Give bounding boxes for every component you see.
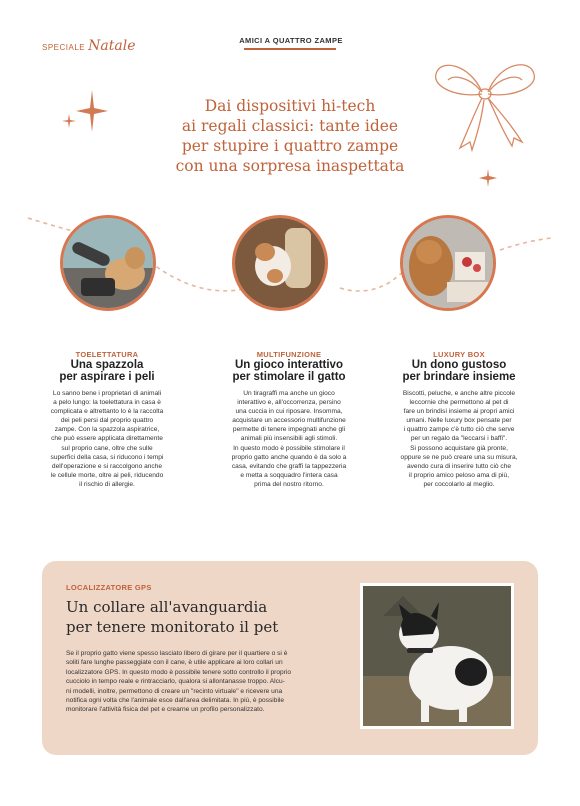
category-label: MULTIFUNZIONE: [256, 350, 322, 359]
article-multifunction: [214, 350, 364, 489]
body-line: fare un brindisi insieme ai propri amici: [403, 408, 515, 416]
body-line: una cuccia in cui riposare. Insomma,: [235, 408, 343, 416]
body-line: acquistare un accessorio multifunzione: [232, 417, 346, 425]
body-line: per coccolarlo al meglio.: [423, 480, 495, 488]
article-title: [214, 359, 364, 383]
body-line: oppure se ne può creare una su misura,: [400, 453, 518, 461]
body-line: Lo sanno bene i proprietari di animali: [52, 390, 162, 397]
body-line: zampe. Con la spazzola aspiratrice,: [54, 426, 160, 434]
cat-toy-photo: [232, 215, 328, 311]
body-line: e metta a soqquadro l'intera casa: [240, 471, 338, 479]
body-line: che può essere applicata direttamente: [51, 435, 163, 443]
luxury-box-photo: [400, 215, 496, 311]
article-body: [32, 389, 182, 489]
body-line: monitorare l'attività fisica del pet e crearne un profilo personalizzato.: [66, 706, 265, 714]
body-line: prima del nostro ritorno.: [254, 480, 324, 488]
headline-line: ai regali classici: tante idee: [181, 117, 399, 135]
body-line: i quattro zampe c'è tutto ciò che serve: [403, 426, 515, 434]
body-line: permette di tenere impegnati anche gli: [232, 426, 346, 434]
category-label: LUXURY BOX: [433, 350, 485, 359]
body-line: Si possono acquistare già pronte,: [410, 444, 508, 452]
gps-feature-box: [42, 561, 538, 755]
feature-title: [66, 597, 346, 637]
body-line: Biscotti, peluche, e anche altre piccole: [402, 390, 516, 397]
body-line: il rischio di allergie.: [79, 480, 135, 488]
title-line: per aspirare i peli: [59, 371, 155, 383]
body-line: complicata e altrettanto lo è la raccolta: [50, 408, 164, 416]
body-line: In questo modo è possibile stimolare il: [233, 444, 345, 452]
article-body: [214, 389, 364, 489]
body-line: a pelo lungo: la toelettatura in casa è: [53, 399, 161, 407]
body-line: proprio gatto anche quando è da solo a: [231, 453, 347, 461]
body-line: notifica ogni volta che l'animale esce dall'area delimitata. In più, è possibile: [66, 697, 285, 705]
body-line: Se il proprio gatto viene spesso lasciato libero di girare per il quartiere o si è: [66, 650, 288, 657]
grooming-photo: [60, 215, 156, 311]
body-line: dei peli persi dal proprio quattro: [60, 417, 154, 425]
body-line: casa, evitando che graffi la tappezzeria: [231, 462, 347, 470]
title-line: per stimolare il gatto: [232, 371, 346, 383]
cat-collar-photo: [360, 583, 514, 729]
body-line: dell'operazione e si raccolgono anche: [51, 462, 163, 470]
body-line: localizzatore GPS. In questo modo è possibile tenere sotto controllo il proprio: [66, 668, 292, 676]
article-body: [384, 389, 534, 489]
feature-body: [66, 649, 348, 715]
brand-natale: Natale: [88, 38, 136, 54]
category-label: TOELETTATURA: [75, 350, 139, 359]
section-label: AMICI A QUATTRO ZAMPE: [239, 36, 343, 45]
article-title: [32, 359, 182, 383]
body-line: sul proprio cane, oltre che sulle: [61, 444, 153, 452]
body-line: per un regalo da "leccarsi i baffi".: [410, 435, 508, 443]
title-line: Un collare all'avanguardia: [66, 598, 268, 616]
title-line: per tenere monitorato il pet: [66, 618, 279, 636]
title-line: per brindare insieme: [402, 371, 516, 383]
article-grooming: [32, 350, 182, 489]
body-line: interattivo e, all'occorrenza, persino: [237, 399, 341, 407]
headline-line: Dai dispositivi hi-tech: [204, 97, 376, 115]
body-line: il proprio amico peloso ama di più,: [408, 471, 510, 479]
body-line: le cellule morte, oltre ai peli, riducendo: [50, 471, 164, 479]
brand-speciale: SPECIALE: [42, 43, 86, 52]
article-title: [384, 359, 534, 383]
body-line: avendo cura di inserire tutto ciò che: [406, 462, 512, 470]
article-luxury-box: [384, 350, 534, 489]
title-line: Un gioco interattivo: [235, 359, 343, 371]
headline-line: per stupire i quattro zampe: [181, 137, 399, 155]
body-line: animali più insensibili agli stimoli.: [240, 435, 338, 443]
body-line: umani. Nelle luxury box pensate per: [406, 417, 512, 425]
body-line: Un tiragraffi ma anche un gioco: [243, 390, 335, 397]
title-line: Un dono gustoso: [411, 359, 507, 371]
body-line: cucciolo in tempo reale e rintracciarlo, qualora si allontanasse troppo. Alcu-: [66, 678, 285, 686]
headline-line: con una sorpresa inaspettata: [175, 157, 405, 175]
title-line: Una spazzola: [70, 359, 144, 371]
body-line: soliti fare lunghe passeggiate con il cane, è utile applicare ai loro collari un: [66, 659, 283, 667]
category-label: LOCALIZZATORE GPS: [66, 583, 152, 592]
body-line: superfici della casa, si riducono i tempi: [50, 453, 164, 461]
body-line: ni modelli, inoltre, permettono di creare un "recinto virtuale" e ricevere una: [66, 687, 283, 695]
body-line: leccornie che permettono al pet di: [409, 399, 509, 407]
